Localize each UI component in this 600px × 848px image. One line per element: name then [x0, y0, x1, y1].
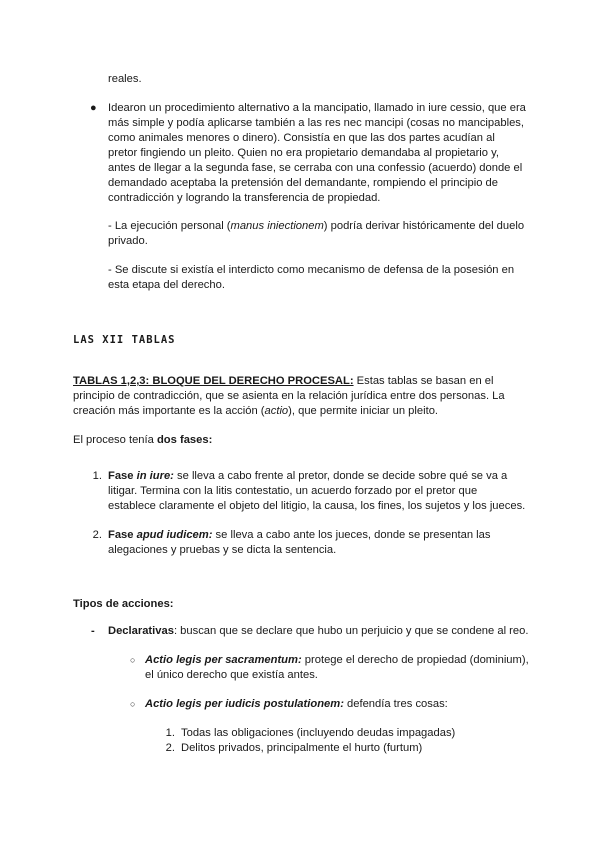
proceso-pre: El proceso tenía — [73, 434, 157, 446]
note-text-post: ) podría derivar históricamente del duelo privado. — [108, 220, 525, 247]
accion-2-label: Actio legis per iudicis postulationem: — [145, 698, 344, 710]
accion-1-text: protege el derecho de propiedad (dominium), el único derecho que existía antes. — [145, 654, 529, 681]
accion-2-marker: ○ — [130, 699, 136, 709]
note-text-pre: - La ejecución personal ( — [108, 220, 231, 232]
tablas-label: TABLAS 1,2,3: BLOQUE DEL DERECHO PROCESAL: — [73, 375, 354, 387]
cosa-2-text: Delitos privados, principalmente el hurto (furtum) — [181, 742, 423, 754]
note-manus-iniectionem — [108, 219, 526, 249]
accion-1-marker: ○ — [130, 655, 136, 665]
declarativas-label: Declarativas — [108, 625, 174, 637]
accion-2-text: defendía tres cosas: — [343, 698, 448, 710]
fase-2-label-b: Fase — [108, 529, 137, 541]
fase-1-number: 1. — [92, 470, 102, 482]
tipos-title-text: Tipos de acciones: — [73, 598, 174, 610]
fase-2-text: se lleva a cabo ante los jueces, donde se presentan las alegaciones y pruebas y se dicta la sentencia. — [108, 529, 491, 556]
proceso-bold: dos fases: — [156, 434, 213, 446]
continuation-text: reales. — [108, 73, 142, 85]
fase-1-label-i: in iure: — [136, 470, 174, 482]
tablas-text-em: actio — [264, 405, 289, 417]
tablas-paragraph — [73, 374, 528, 419]
note-text-em: manus iniectionem — [230, 220, 324, 232]
tipos-title — [73, 597, 523, 612]
tablas-text-2: ), que permite iniciar un pleito. — [288, 405, 439, 417]
fase-2-number: 2. — [92, 529, 102, 541]
proceso-line — [73, 433, 523, 448]
fase-2-item — [108, 528, 528, 558]
tablas-text-1: Estas tablas se basan en el principio de contradicción, que se asienta en la relación jurídica entre dos personas. La creación más importante es la acción ( — [73, 375, 505, 417]
section-title: LAS XII TABLAS — [73, 334, 176, 346]
bullet-marker: ● — [90, 102, 97, 114]
note-interdicto: - Se discute si existía el interdicto como mecanismo de defensa de la posesión en esta etapa del derecho. — [108, 264, 515, 291]
accion-sacramentum — [145, 653, 530, 683]
declarativas-item — [108, 624, 533, 639]
bullet-paragraph-in-iure-cessio: Idearon un procedimiento alternativo a la mancipatio, llamado in iure cessio, que era más simple y podía aplicarse también a las res nec mancipi (cosas no mancipables, como animales menores o dinero). Consistía en que las dos partes acudían al pretor fingiendo un pleito. Quien no era propietario demandaba al propietario y, antes de llegar a la segunda fase, se cerraba con una confessio (acuerdo) donde el demandado aceptaba la pretensión del demandante, rompiendo el principio de contradicción y logrando la transferencia de propiedad. — [108, 102, 526, 204]
fase-1-item — [108, 469, 528, 514]
cosa-1-text: Todas las obligaciones (incluyendo deudas impagadas) — [181, 727, 456, 739]
fase-1-text: se lleva a cabo frente al pretor, donde se decide sobre qué se va a litigar. Termina con la litis contestatio, un acuerdo forzado por el pretor que establece claramente el objeto del litigio, la causa, los fines, los sujetos y los jueces. — [108, 470, 526, 512]
declarativas-dash: - — [91, 625, 95, 637]
cosa-1-number: 1. — [165, 727, 175, 739]
cosa-2-number: 2. — [165, 742, 175, 754]
fase-1-label-b: Fase — [108, 470, 137, 482]
accion-iudicis-postulationem — [145, 697, 530, 712]
fase-2-label-i: apud iudicem: — [136, 529, 213, 541]
declarativas-text: : buscan que se declare que hubo un perjuicio y que se condene al reo. — [173, 625, 529, 637]
accion-1-label: Actio legis per sacramentum: — [145, 654, 302, 666]
